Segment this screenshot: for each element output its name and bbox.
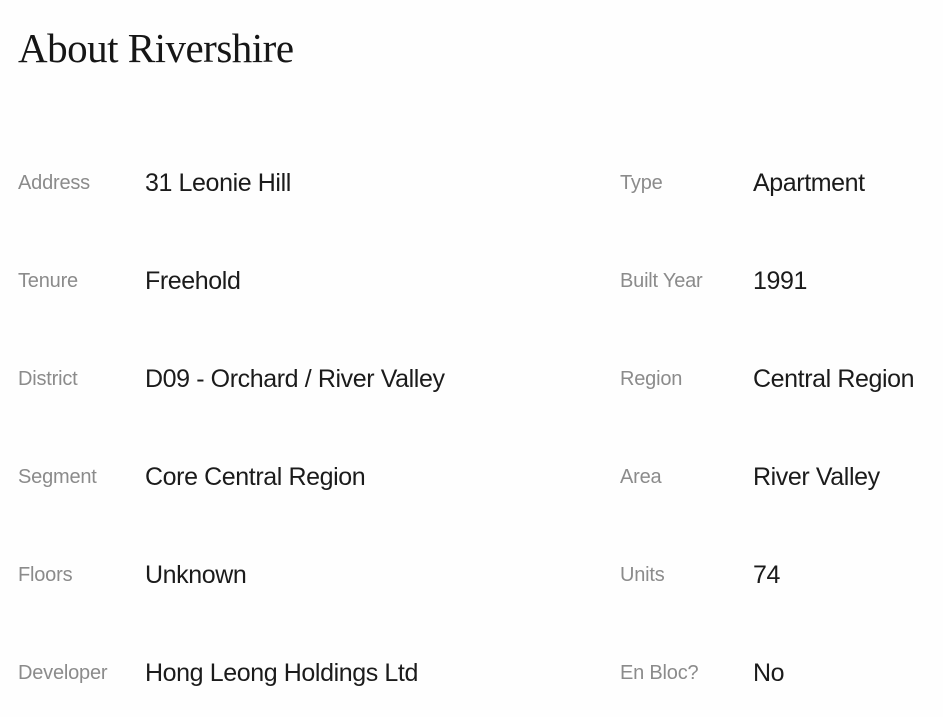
label-region: Region <box>620 367 683 390</box>
value-floors: Unknown <box>145 560 247 589</box>
label-district: District <box>18 367 78 390</box>
label-units: Units <box>620 563 665 586</box>
label-built-year: Built Year <box>620 269 703 292</box>
label-segment: Segment <box>18 465 97 488</box>
value-district: D09 - Orchard / River Valley <box>145 364 445 393</box>
value-built-year: 1991 <box>753 266 808 295</box>
label-type: Type <box>620 171 663 194</box>
value-en-bloc: No <box>753 658 785 687</box>
value-address: 31 Leonie Hill <box>145 168 291 197</box>
value-developer: Hong Leong Holdings Ltd <box>145 658 418 687</box>
label-floors: Floors <box>18 563 73 586</box>
label-area: Area <box>620 465 662 488</box>
value-type: Apartment <box>753 168 865 197</box>
label-en-bloc: En Bloc? <box>620 661 699 684</box>
value-segment: Core Central Region <box>145 462 366 491</box>
label-developer: Developer <box>18 661 108 684</box>
value-tenure: Freehold <box>145 266 241 295</box>
value-region: Central Region <box>753 364 915 393</box>
label-tenure: Tenure <box>18 269 78 292</box>
details-grid <box>18 168 933 717</box>
value-area: River Valley <box>753 462 880 491</box>
section-title: About Rivershire <box>18 25 294 71</box>
label-address: Address <box>18 171 90 194</box>
value-units: 74 <box>753 560 781 589</box>
